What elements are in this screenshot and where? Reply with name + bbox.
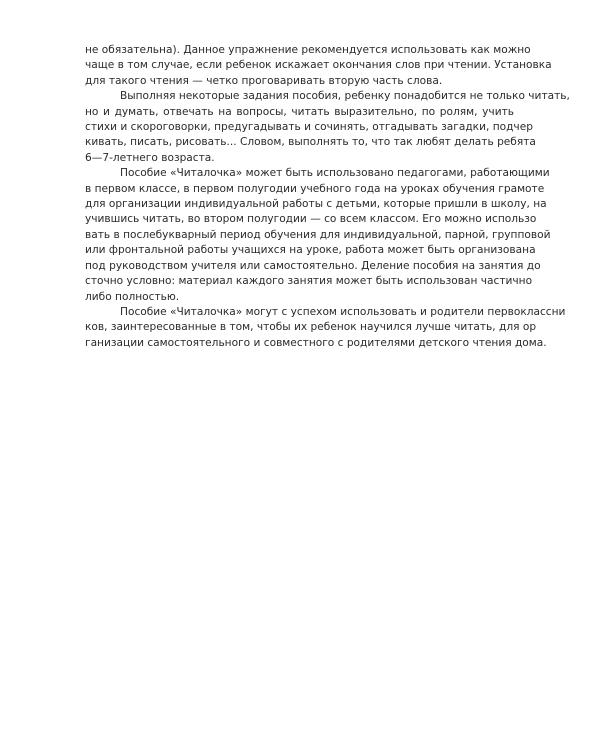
text-line: вать в послебукварный период обучения для индивидуальной, парной, групповой bbox=[85, 228, 551, 241]
text-line: Пособие «Читалочка» могут с успехом использовать и родители первоклассни bbox=[120, 305, 566, 318]
paragraph-2 bbox=[85, 89, 570, 166]
text-line: либо полностью. bbox=[85, 290, 180, 303]
text-line: Выполняя некоторые задания пособия, ребенку понадобится не только читать, bbox=[120, 90, 570, 103]
text-line: стихи и скороговорки, предугадывать и сочинять, отгадывать загадки, подчер bbox=[85, 121, 533, 134]
text-line: сточно условно: материал каждого занятия может быть использован частично bbox=[85, 275, 533, 288]
text-line: ков, заинтересованные в том, чтобы их ребенок научился лучше читать, для ор bbox=[85, 321, 537, 334]
text-line: чаще в том случае, если ребенок искажает окончания слов при чтении. Установка bbox=[85, 59, 552, 72]
paragraph-1 bbox=[85, 43, 552, 89]
text-line: или фронтальной работы учащихся на уроке, работа может быть организована bbox=[85, 244, 536, 257]
text-line: кивать, писать, рисовать... Словом, выполнять то, что так любят делать ребята bbox=[85, 136, 536, 149]
text-line: Пособие «Читалочка» может быть использовано педагогами, работающими bbox=[120, 167, 550, 180]
text-line: под руководством учителя или самостоятельно. Деление пособия на занятия до bbox=[85, 259, 541, 272]
paragraph-3 bbox=[85, 166, 551, 305]
body-text bbox=[85, 43, 570, 351]
text-line: для такого чтения — четко проговаривать вторую часть слова. bbox=[85, 74, 443, 87]
text-line: ганизации самостоятельного и совместного с родителями детского чтения дома. bbox=[85, 336, 547, 349]
text-line: в первом классе, в первом полугодии учебного года на уроках обучения грамоте bbox=[85, 182, 545, 195]
text-line: но и думать, отвечать на вопросы, читать выразительно, по ролям, учить bbox=[85, 105, 514, 118]
text-line: учившись читать, во втором полугодии — со всем классом. Его можно использо bbox=[85, 213, 537, 226]
text-line: 6—7-летнего возраста. bbox=[85, 151, 215, 164]
text-line: для организации индивидуальной работы с детьми, которые пришли в школу, на bbox=[85, 198, 547, 211]
paragraph-4 bbox=[85, 305, 566, 351]
text-line: не обязательна). Данное упражнение рекомендуется использовать как можно bbox=[85, 44, 531, 56]
